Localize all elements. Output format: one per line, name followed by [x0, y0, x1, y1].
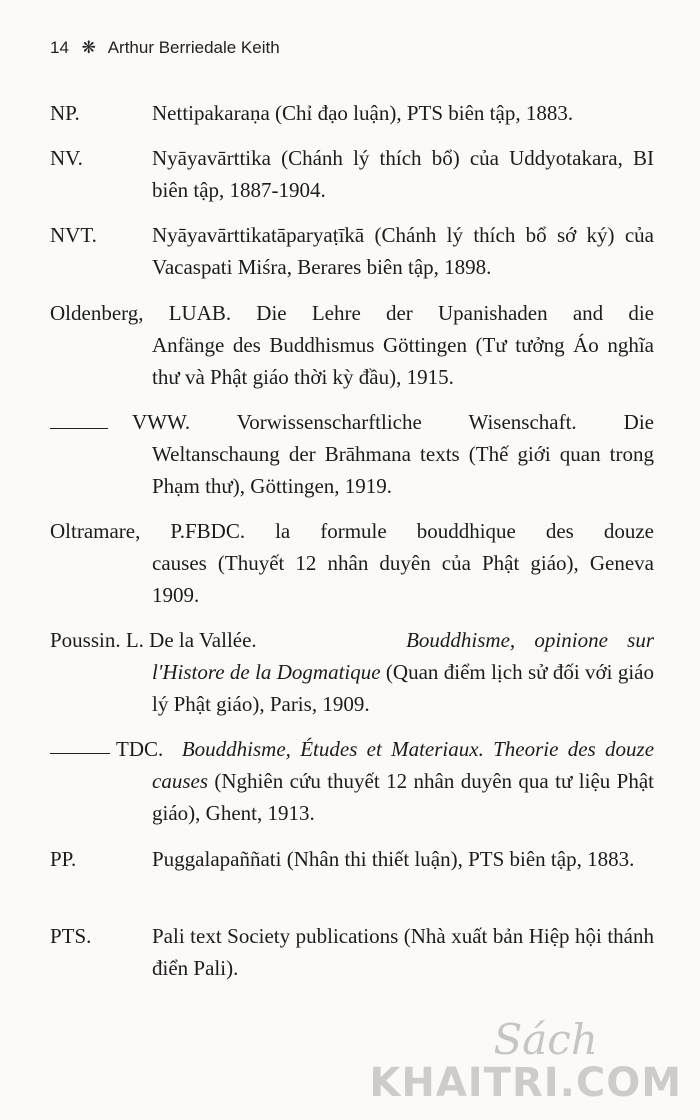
entry-poussin — [50, 624, 654, 720]
entry-pts — [50, 920, 654, 984]
entry-text — [152, 656, 654, 720]
entry-abbr: NP. — [50, 101, 80, 125]
ditto-rule — [50, 428, 108, 429]
watermark-script: Sách — [493, 1015, 598, 1064]
entry-text: causes (Thuyết 12 nhân duyên của Phật giáo), Geneva 1909. — [152, 551, 654, 607]
entry-text: Nyāyavārttika (Chánh lý thích bổ) của Uddyotakara, BI biên tập, 1887-1904. — [152, 146, 654, 202]
entry-pp — [50, 843, 654, 875]
entry-title-italic: Bouddhisme, Études et Materiaux. Theorie des douze causes — [152, 737, 655, 793]
watermark-logo — [369, 1015, 682, 1106]
entry-abbr: NV. — [50, 146, 83, 170]
entry-abbr: NVT. — [50, 223, 97, 247]
running-head — [50, 38, 280, 58]
entry-text: Puggalapaññati (Nhân thi thiết luận), PTS biên tập, 1883. — [152, 847, 635, 871]
entry-text: Pali text Society publications (Nhà xuất bản Hiệp hội thánh điển Pali). — [152, 924, 654, 980]
separator-icon: ❋ — [81, 38, 96, 57]
entry-nv — [50, 142, 654, 206]
entry-text-rest: (Nghiên cứu thuyết 12 nhân duyên qua tư liệu Phật giáo), Ghent, 1913. — [152, 769, 654, 825]
page-number: 14 — [50, 38, 69, 57]
author-name: Arthur Berriedale Keith — [107, 38, 280, 57]
entry-text: Nettipakaraṇa (Chỉ đạo luận), PTS biên tập, 1883. — [152, 101, 574, 125]
entry-first-line — [50, 406, 654, 438]
entry-abbr: TDC. — [116, 737, 164, 761]
entry-vww — [50, 406, 654, 502]
entry-abbr: PP. — [50, 847, 77, 871]
entry-text: Anfänge des Buddhismus Göttingen (Tư tưởng Áo nghĩa thư và Phật giáo thời kỳ đầu), 1915. — [152, 333, 654, 389]
entry-tdc — [50, 733, 654, 829]
entry-text — [116, 733, 655, 829]
entry-nvt — [50, 219, 654, 283]
watermark-site: KHAITRI.COM — [369, 1060, 682, 1106]
entry-text: Weltanschaung der Brāhmana texts (Thế giới quan trong Phạm thư), Göttingen, 1919. — [152, 442, 654, 498]
entry-first-line: Oltramare, P.FBDC. la formule bouddhique des douze — [50, 519, 654, 543]
entry-text-rest: (Quan điểm lịch sử đối với giáo lý Phật giáo), Paris, 1909. — [152, 660, 654, 716]
entry-oltramare — [50, 515, 654, 611]
entry-title-italic: l'Histore de la Dogmatique — [152, 660, 381, 684]
entry-abbr: PTS. — [50, 924, 92, 948]
entry-first-line: Oldenberg, LUAB. Die Lehre der Upanishaden and die — [50, 301, 654, 325]
entry-first-line-text: VWW. Vorwissenscharftliche Wisenschaft. Die — [132, 410, 654, 434]
entry-first-line — [50, 624, 654, 656]
entry-oldenberg — [50, 297, 654, 393]
entry-text: Nyāyavārttikatāparyaṭīkā (Chánh lý thích bổ sớ ký) của Vacaspati Miśra, Berares biên tập, 1898. — [152, 223, 654, 279]
entry-np — [50, 97, 654, 129]
entry-author: Poussin. L. De la Vallée. — [50, 628, 257, 652]
ditto-rule — [50, 753, 110, 754]
entry-title-italic: Bouddhisme, opinione sur — [406, 628, 654, 652]
